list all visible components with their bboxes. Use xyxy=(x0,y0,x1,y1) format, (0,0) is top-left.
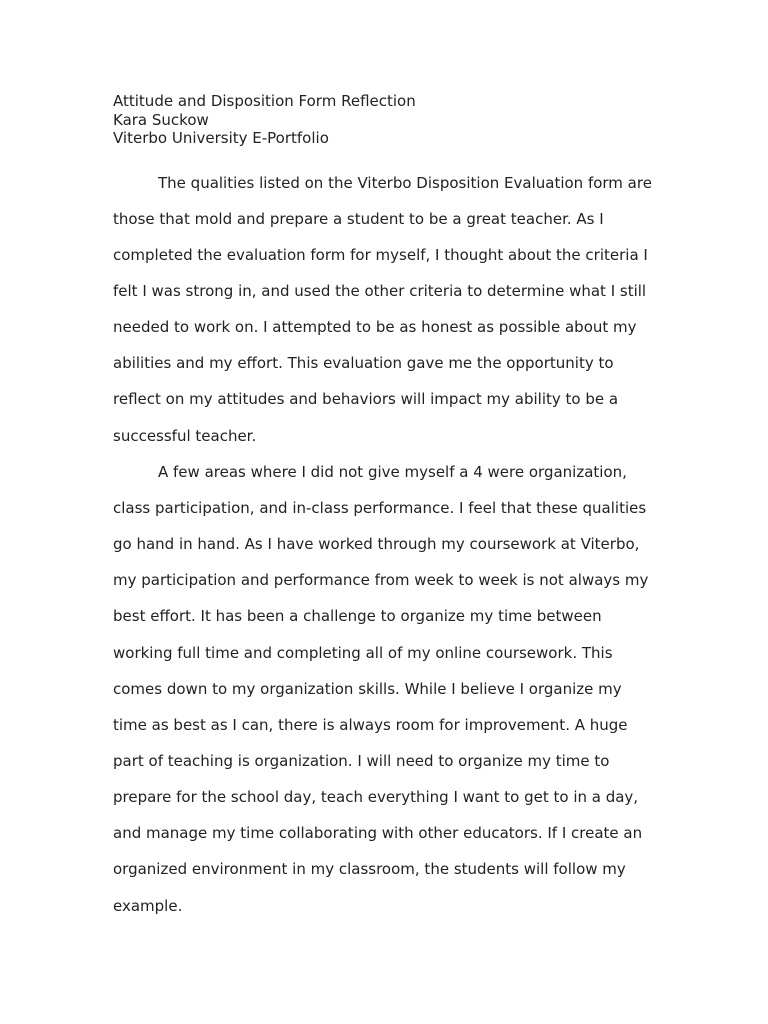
document-header xyxy=(113,92,668,148)
document-title: Attitude and Disposition Form Reflection xyxy=(113,92,416,110)
paragraph-line: working full time and completing all of my online coursework. This xyxy=(113,643,613,662)
paragraph-line: class participation, and in-class performance. I feel that these qualities xyxy=(113,498,647,517)
paragraph-line: part of teaching is organization. I will need to organize my time to xyxy=(113,752,610,770)
course-name: Viterbo University E-Portfolio xyxy=(113,129,329,147)
paragraph-line: example. xyxy=(113,896,183,915)
paragraph-line: successful teacher. xyxy=(113,426,257,445)
paragraph-line: The qualities listed on the Viterbo Disposition Evaluation form are xyxy=(158,173,652,192)
paragraph-line: go hand in hand. As I have worked through my coursework at Viterbo, xyxy=(113,535,640,554)
paragraph-line: felt I was strong in, and used the other criteria to determine what I still xyxy=(113,281,647,300)
paragraph-line: completed the evaluation form for myself, I thought about the criteria I xyxy=(113,245,648,264)
paragraph-line: comes down to my organization skills. While I believe I organize my xyxy=(113,679,622,698)
paragraph-line: best effort. It has been a challenge to organize my time between xyxy=(113,607,602,626)
paragraph-line: reflect on my attitudes and behaviors will impact my ability to be a xyxy=(113,390,619,409)
paragraph-1 xyxy=(113,165,668,454)
author-name: Kara Suckow xyxy=(113,110,209,129)
paragraph-line: those that mold and prepare a student to be a great teacher. As I xyxy=(113,209,604,228)
paragraph-line: my participation and performance from week to week is not always my xyxy=(113,571,649,590)
document-page xyxy=(113,92,668,924)
paragraph-line: organized environment in my classroom, the students will follow my xyxy=(113,860,626,879)
paragraph-line: time as best as I can, there is always room for improvement. A huge xyxy=(113,715,628,734)
paragraph-line: abilities and my effort. This evaluation gave me the opportunity to xyxy=(113,354,614,373)
paragraph-line: needed to work on. I attempted to be as honest as possible about my xyxy=(113,318,637,337)
document-body xyxy=(113,165,668,924)
paragraph-line: and manage my time collaborating with other educators. If I create an xyxy=(113,824,643,843)
paragraph-line: A few areas where I did not give myself a 4 were organization, xyxy=(158,462,627,481)
paragraph-2 xyxy=(113,454,668,924)
paragraph-line: prepare for the school day, teach everything I want to get to in a day, xyxy=(113,788,639,807)
